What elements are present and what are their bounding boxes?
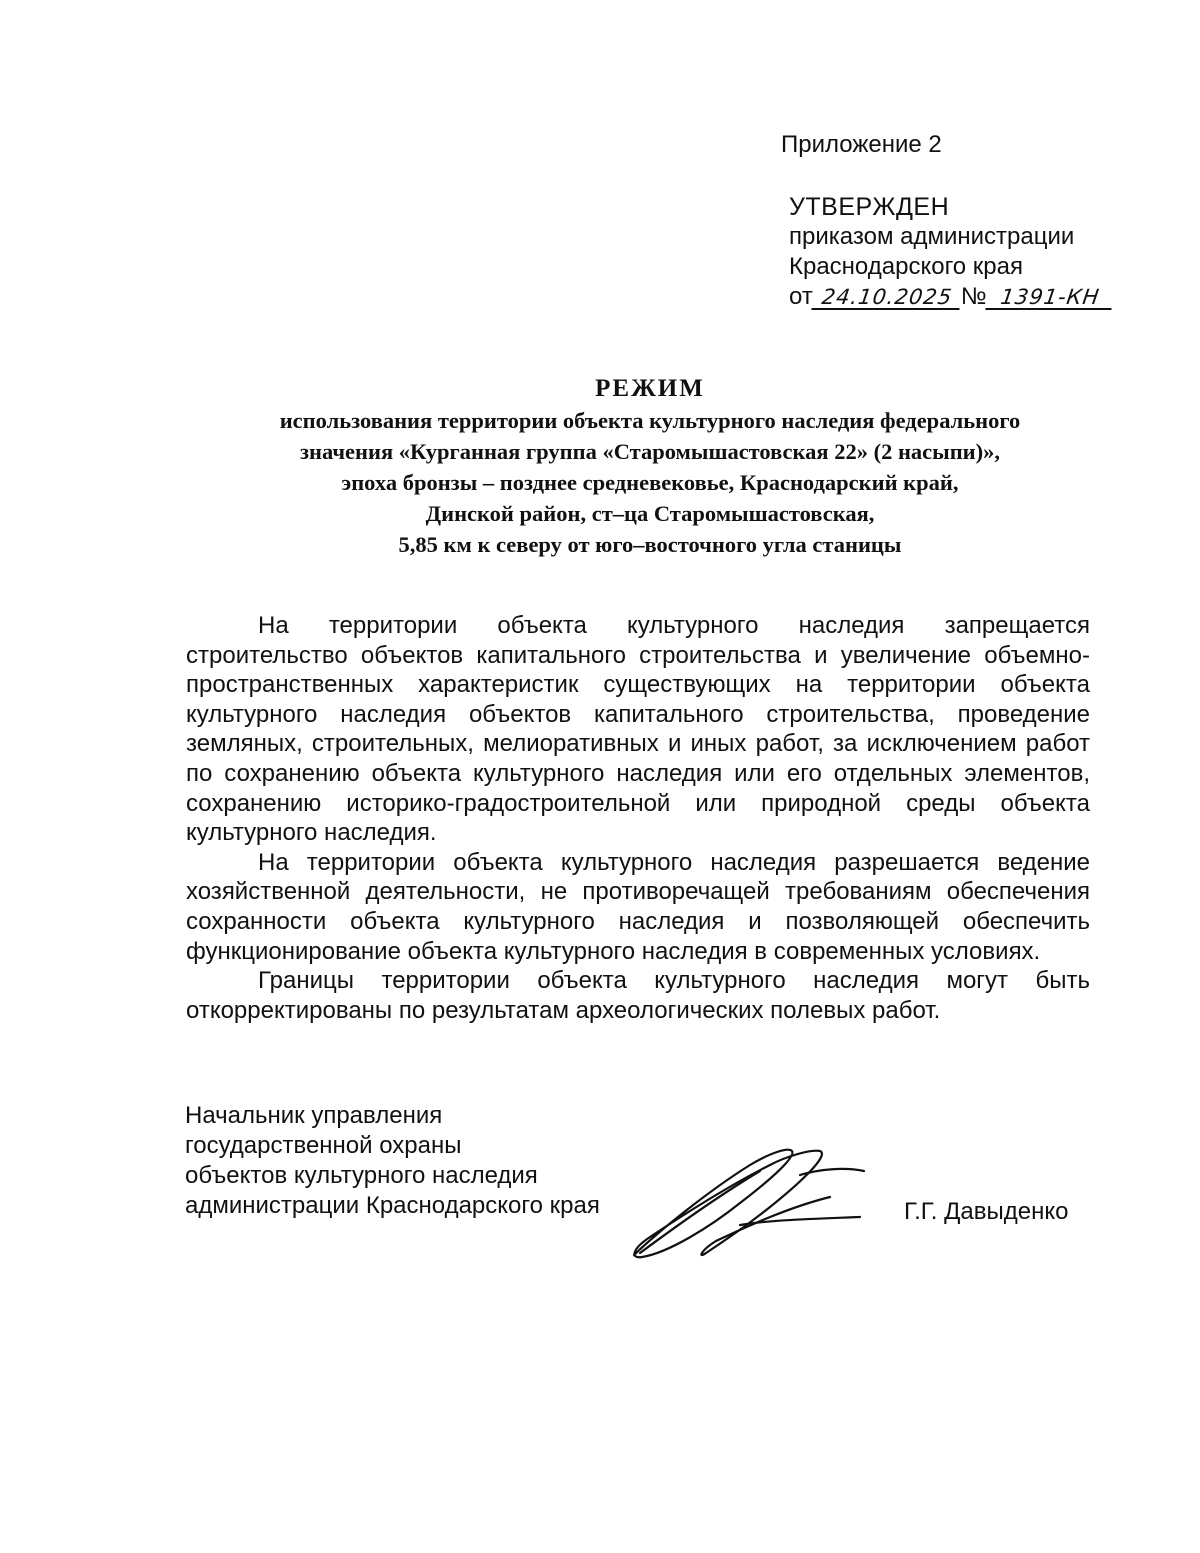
approved-line-1: приказом администрации (789, 223, 1075, 250)
body-text (186, 611, 1090, 1025)
order-number-sign: № (960, 283, 987, 310)
handwritten-signature (620, 1135, 880, 1265)
document-title: РЕЖИМ (595, 375, 705, 402)
title-line-1: использования территории объекта культурного наследия федерального (279, 408, 1021, 433)
paragraph-permissions: На территории объекта культурного наследия разрешается ведение хозяйственной деятельности, не противоречащей требованиям обеспечения сохранности объекта культурного наследия и позволяющей обеспечить функционирование объекта культурного наследия в современных условиях. (186, 848, 1090, 965)
paragraph-boundaries: Границы территории объекта культурного наследия могут быть откорректированы по результатам археологических полевых работ. (186, 967, 1090, 1024)
order-date: 24.10.2025 (811, 286, 962, 310)
position-line-2: государственной охраны (185, 1132, 462, 1159)
order-number: 1391-КН (985, 286, 1114, 310)
order-reference (789, 282, 1113, 312)
position-line-1: Начальник управления (185, 1102, 443, 1129)
title-line-2: значения «Курганная группа «Старомышастовская 22» (2 насыпи)», (299, 439, 1001, 464)
appendix-label: Приложение 2 (781, 131, 942, 158)
title-line-5: 5,85 км к северу от юго–восточного угла станицы (398, 532, 902, 557)
signer-name: Г.Г. Давыденко (904, 1198, 1069, 1225)
title-line-4: Динской район, ст–ца Старомышастовская, (425, 501, 875, 526)
paragraph-prohibitions: На территории объекта культурного наследия запрещается строительство объектов капитального строительства и увеличение объемно-пространственных характеристик существующих на территории объекта культурного наследия объектов капитального строительства, проведение земляных, строительных, мелиоративных и иных работ, за исключением работ по сохранению объекта культурного наследия или его отдельных элементов, сохранению историко-градостроительной или природной среды объекта культурного наследия. (186, 612, 1090, 847)
position-line-3: объектов культурного наследия (185, 1162, 538, 1189)
document-title-block (150, 373, 1150, 560)
order-prefix: от (789, 283, 813, 310)
title-line-3: эпоха бронзы – позднее средневековье, Краснодарский край, (341, 470, 959, 495)
position-line-4: администрации Краснодарского края (185, 1192, 600, 1219)
approved-line-2: Краснодарского края (789, 253, 1023, 280)
approved-title: УТВЕРЖДЕН (789, 193, 950, 221)
approval-block (789, 192, 1113, 312)
signatory-position (185, 1101, 600, 1221)
